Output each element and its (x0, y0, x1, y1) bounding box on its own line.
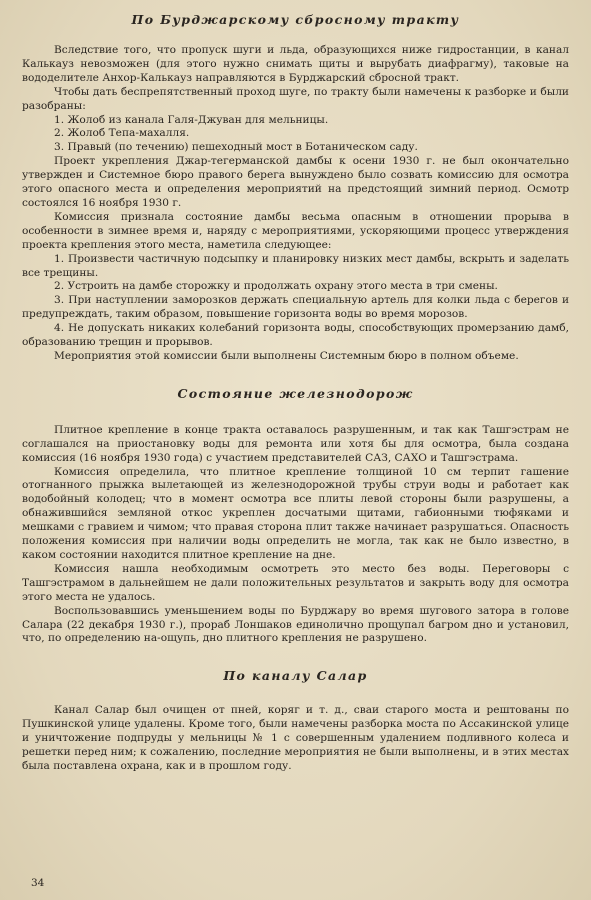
paragraph: Комиссия признала состояние дамбы весьма опасным в отношении прорыва в особенности в зимнее время и, наряду с мероприятиями, ускоряющими процесс утверждения проекта крепления этого места, наметила следующее: (22, 210, 569, 251)
paragraph: Проект укрепления Джар-тегерманской дамбы к осени 1930 г. не был окончательно утвержден и Системное бюро правого берега вынуждено было созвать комиссию для осмотра этого опасного места и определения мероприятий на предстоящий зимний период. Осмотр состоялся 16 ноября 1930 г. (22, 155, 569, 209)
paragraph: Плитное крепление в конце тракта оставалось разрушенным, и так как Ташгэстрам не соглашался на приостановку воды для ремонта или хотя бы для осмотра, была создана комиссия (16 ноября 1930 года) с участием представителей САЗ, САХО и Ташгэстрама. (22, 423, 569, 464)
paragraph: Мероприятия этой комиссии были выполнены Системным бюро в полном объеме. (54, 349, 519, 362)
list-item: 3. При наступлении заморозков держать специальную артель для колки льда с берегов и предупреждать, таким образом, повышение горизонта воды во время морозов. (22, 294, 569, 321)
section-heading: По Бурджарскому сбросному тракту (131, 12, 460, 27)
paragraph: Чтобы дать беспрепятственный проход шуге, по тракту были намечены к разборке и были разобраны: (22, 85, 569, 112)
paragraph: Канал Салар был очищен от пней, коряг и т. д., сваи старого моста и рештованы по Пушкинской улице удалены. Кроме того, были намечены разборка моста по Ассакинской улице и уничтожение подпруды у мельницы № 1 с совершенным удалением подливного колеса и решетки перед ним; к сожалению, последние мероприятия не были выполнены, и в этих местах была поставлена охрана, как и в прошлом году. (22, 704, 569, 772)
section-salar-canal (22, 668, 569, 774)
section-railway-state (22, 386, 569, 647)
list-item: 3. Правый (по течению) пешеходный мост в Ботаническом саду. (54, 141, 418, 154)
list-item: 2. Жолоб Тепа-махалля. (54, 127, 190, 140)
section-burdzhar-tract (22, 12, 569, 364)
section-heading: По каналу Салар (223, 668, 368, 684)
paragraph: Комиссия нашла необходимым осмотреть это место без воды. Переговоры с Ташгэстрамом в дальнейшем не дали положительных результатов и закрыть воду для осмотра этого места не удалось. (22, 562, 569, 603)
section-heading: Состояние железнодорож (177, 385, 414, 401)
list-item: 4. Не допускать никаких колебаний горизонта воды, способствующих промерзанию дамб, образованию трещин и прорывов. (22, 322, 569, 349)
list-item: 2. Устроить на дамбе сторожку и продолжать охрану этого места в три смены. (54, 280, 498, 293)
paragraph: Вследствие того, что пропуск шуги и льда, образующихся ниже гидростанции, в канал Калькауз невозможен (для этого нужно снимать щиты и вырубать диафрагму), таковые на вододелителе Анхор-Калькауз направляются в Бурджарский сбросной тракт. (22, 44, 569, 84)
list-item: 1. Произвести частичную подсыпку и планировку низких мест дамбы, вскрыть и заделать все трещины. (22, 252, 569, 279)
list-item: 1. Жолоб из канала Галя-Джуван для мельницы. (54, 113, 329, 126)
paragraph: Воспользовавшись уменьшением воды по Бурджару во время шугового затора в голове Салара (22 декабря 1930 г.), прораб Лоншаков единолично прощупал багром дно и установил, что, по определению на-ощупь, дно плитного крепления не разрушено. (22, 604, 569, 645)
page-number: 34 (31, 877, 45, 889)
paragraph: Комиссия определила, что плитное крепление толщиной 10 см терпит гашение отогнанного прыжка вылетающей из железнодорожной трубы струи воды и работает как водобойный колодец; что в момент осмотра все плиты левой стороны были разрушены, а обнажившийся земляной откос укреплен досчатыми щитами, габионными тюфяками и мешками с гравием и чимом; что правая сторона плит также начинает разрушаться. Опасность положения комиссия при наличии воды определить не могла, так как не было известно, в каком состоянии находится плитное крепление на дне. (22, 465, 569, 561)
